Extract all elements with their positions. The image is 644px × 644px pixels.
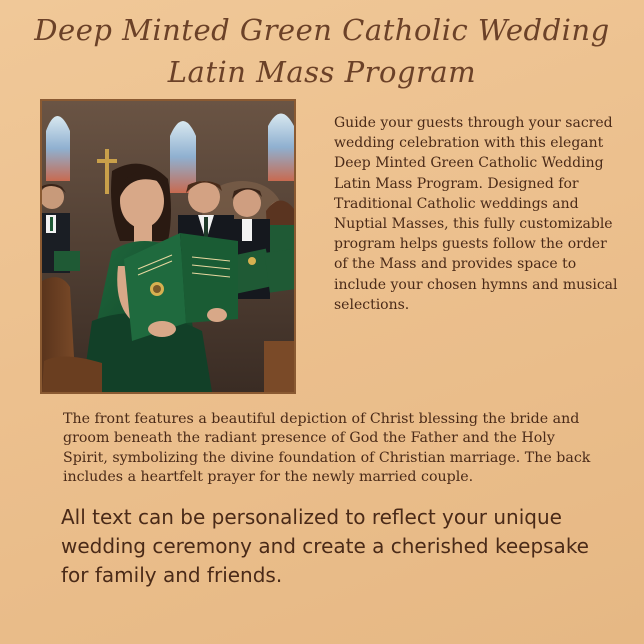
personalization-note: All text can be personalized to reflect your unique wedding ceremony and create a cherished keepsake for family and friends. [61, 505, 589, 587]
product-description: Guide your guests through your sacred wedding celebration with this elegant Deep Minted Green Catholic Wedding Latin Mass Program. Designed for Traditional Catholic weddings and Nuptial Masses, this fully customizable program helps guests follow the order of the Mass and provides space to include your chosen hymns and musical selections. [334, 115, 618, 313]
stained-glass-window [46, 116, 70, 181]
page-title-line-2: Latin Mass Program [167, 55, 477, 89]
front-back-description: The front features a beautiful depiction of Christ blessing the bride and groom beneath the radiant presence of God the Father and the Holy Spirit, symbolizing the divine foundation of Christian marriage. The back includes a heartfelt prayer for the newly married couple. [63, 411, 591, 485]
stained-glass-window [268, 114, 294, 182]
cross-icon [105, 149, 109, 194]
stained-glass-window [170, 121, 196, 193]
product-photo [40, 99, 296, 394]
page-title-line-1: Deep Minted Green Catholic Wedding [34, 13, 610, 47]
